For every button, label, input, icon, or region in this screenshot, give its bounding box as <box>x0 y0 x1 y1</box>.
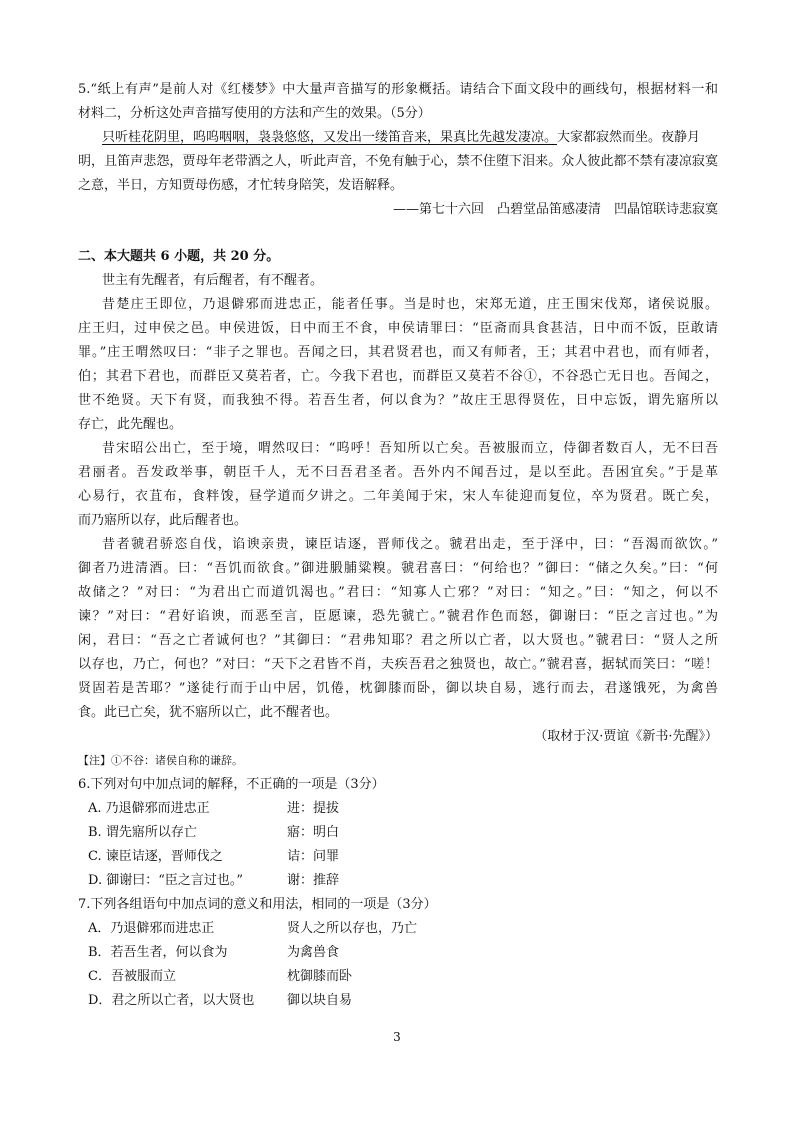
q6-option-a: A. 乃退僻邪而进忠正 <box>88 801 210 816</box>
q7-option-a-compare: 贤人之所以存也，乃亡 <box>287 921 418 936</box>
q5-passage-rest: 大家都寂然而坐。夜静月 <box>557 130 701 145</box>
q7-stem: 7.下列各组语句中加点词的意义和用法，相同的一项是（3分） <box>78 897 437 912</box>
q7-option-c-compare: 枕御膝而卧 <box>287 969 353 984</box>
q6-stem: 6.下列对句中加点词的解释，不正确的一项是（3分） <box>78 777 385 792</box>
q5-stem-line-1: 5.“纸上有声”是前人对《红楼梦》中大量声音描写的形象概括。请结合下面文段中的画线句，根据材料一和 <box>78 82 718 97</box>
q5-passage-line-1 <box>102 127 718 149</box>
passage-line: 以存也，乃亡，何也？”对曰：“天下之君皆不肖，夫疾吾君之独贤也，故亡。”虢君喜，据轼而笑曰：“嗟！ <box>78 657 718 672</box>
q7-option-b-compare: 为禽兽食 <box>287 945 340 960</box>
q5-underlined-sentence: 只听桂花阴里，呜呜咽咽，袅袅悠悠，又发出一缕笛音来，果真比先越发凄凉。 <box>102 130 558 145</box>
passage-line: 而乃寤所以存，此后醒者也。 <box>78 513 248 528</box>
q6-option-c: C. 谏臣诘逐，晋师伐之 <box>88 849 223 864</box>
passage-line: 昔者虢君骄恣自伐，谄谀亲贵，谏臣诘逐，晋师伐之。虢君出走，至于泽中，曰：“吾渴而欲饮。” <box>102 537 718 552</box>
passage-line: 伯；其君下君也，而群臣又莫若者，亡。今我下君也，而群臣又莫若不谷①，不谷恐亡无日也。吾闻之， <box>78 369 718 384</box>
passage-source: （取材于汉·贾谊《新书·先醒》） <box>534 729 718 744</box>
passage-line: 谏？”对曰：“君好谄谀，而恶至言，臣愿谏，恐先虢亡。”虢君作色而怒，御谢曰：“臣之言过也。”为 <box>78 609 718 624</box>
passage-line: 贤固若是苦耶？”遂徒行而于山中居，饥倦，枕御膝而卧，御以块自易，逃行而去，君遂饿死，为禽兽 <box>78 681 718 696</box>
q6-option-d-gloss: 谢：推辞 <box>287 873 340 888</box>
q6-option-c-gloss: 诘：问罪 <box>287 849 340 864</box>
q5-passage-line-2: 明，且笛声悲怨，贾母年老带酒之人，听此声音，不免有触于心，禁不住堕下泪来。众人彼此都不禁有凄凉寂寞 <box>78 154 718 169</box>
q5-source: ——第七十六回 凸碧堂品笛感凄清 凹晶馆联诗悲寂寞 <box>392 202 718 217</box>
passage-line: 闲，君曰：“吾之亡者诚何也？”其御曰：“君弗知耶？君之所以亡者，以大贤也。”虢君曰：“贤人之所 <box>78 633 718 648</box>
passage-line: 存亡，此先醒也。 <box>78 417 183 432</box>
passage-line: 御者乃进清酒。曰：“吾饥而欲食。”御进腶脯粱糗。虢君喜曰：“何给也？”御曰：“储之久矣。”曰：“何 <box>78 561 718 576</box>
q7-option-a: A．乃退僻邪而进忠正 <box>88 921 215 936</box>
q6-option-d: D. 御谢曰：“臣之言过也。” <box>88 873 244 888</box>
footnote: 【注】①不谷：诸侯自称的谦辞。 <box>78 754 243 767</box>
passage-line: 心易行，衣苴布，食䉽馂，昼学道而夕讲之。二年美闻于宋，宋人车徒迎而复位，卒为贤君。既亡矣， <box>78 489 718 504</box>
passage-line: 昔宋昭公出亡，至于境，喟然叹曰：“呜呼！吾知所以亡矣。吾被服而立，侍御者数百人，无不曰吾 <box>102 441 718 456</box>
passage-line: 故储之？”对曰：“为君出亡而道饥渴也。”君曰：“知寡人亡邪？”对曰：“知之。”曰：“知之，何以不 <box>78 585 718 600</box>
q6-option-a-gloss: 进：提拔 <box>287 801 340 816</box>
q7-option-d-compare: 御以块自易 <box>287 993 353 1008</box>
q5-stem-line-2: 材料二，分析这处声音描写使用的方法和产生的效果。（5分） <box>78 106 431 121</box>
passage-line: 食。此已亡矣，犹不寤所以亡，此不醒者也。 <box>78 705 339 720</box>
passage-line: 世主有先醒者，有后醒者，有不醒者。 <box>102 273 324 288</box>
q7-option-d: D．君之所以亡者，以大贤也 <box>88 993 255 1008</box>
q6-option-b-gloss: 寤：明白 <box>287 825 340 840</box>
section-2-heading: 二、本大题共 6 小题，共 20 分。 <box>78 249 280 264</box>
page-number: 3 <box>393 1030 401 1044</box>
q7-option-b: B．若吾生者，何以食为 <box>88 945 228 960</box>
q7-option-c: C．吾被服而立 <box>88 969 176 984</box>
passage-line: 世不绝贤。天下有贤，而我独不得。若吾生者，何以食为？”故庄王思得贤佐，日中忘饭，谓先寤所以 <box>78 393 718 408</box>
q5-passage-line-3: 之意，半日，方知贾母伤感，才忙转身陪笑，发语解释。 <box>78 178 404 193</box>
passage-line: 昔楚庄王即位，乃退僻邪而进忠正，能者任事。当是时也，宋郑无道，庄王围宋伐郑，诸侯说服。 <box>102 297 718 312</box>
passage-line: 君丽者。吾发政举事，朝臣千人，无不曰吾君圣者。吾外内不闻吾过，是以至此。吾困宜矣。”于是革 <box>78 465 718 480</box>
passage-line: 庄王归，过申侯之邑。申侯进饭，日中而王不食，申侯请罪曰：“臣斋而具食甚洁，日中而不饭，臣敢请 <box>78 321 718 336</box>
passage-line: 罪。”庄王喟然叹曰：“非子之罪也。吾闻之曰，其君贤君也，而又有师者，王；其君中君也，而有师者， <box>78 345 718 360</box>
q6-option-b: B. 谓先寤所以存亡 <box>88 825 197 840</box>
